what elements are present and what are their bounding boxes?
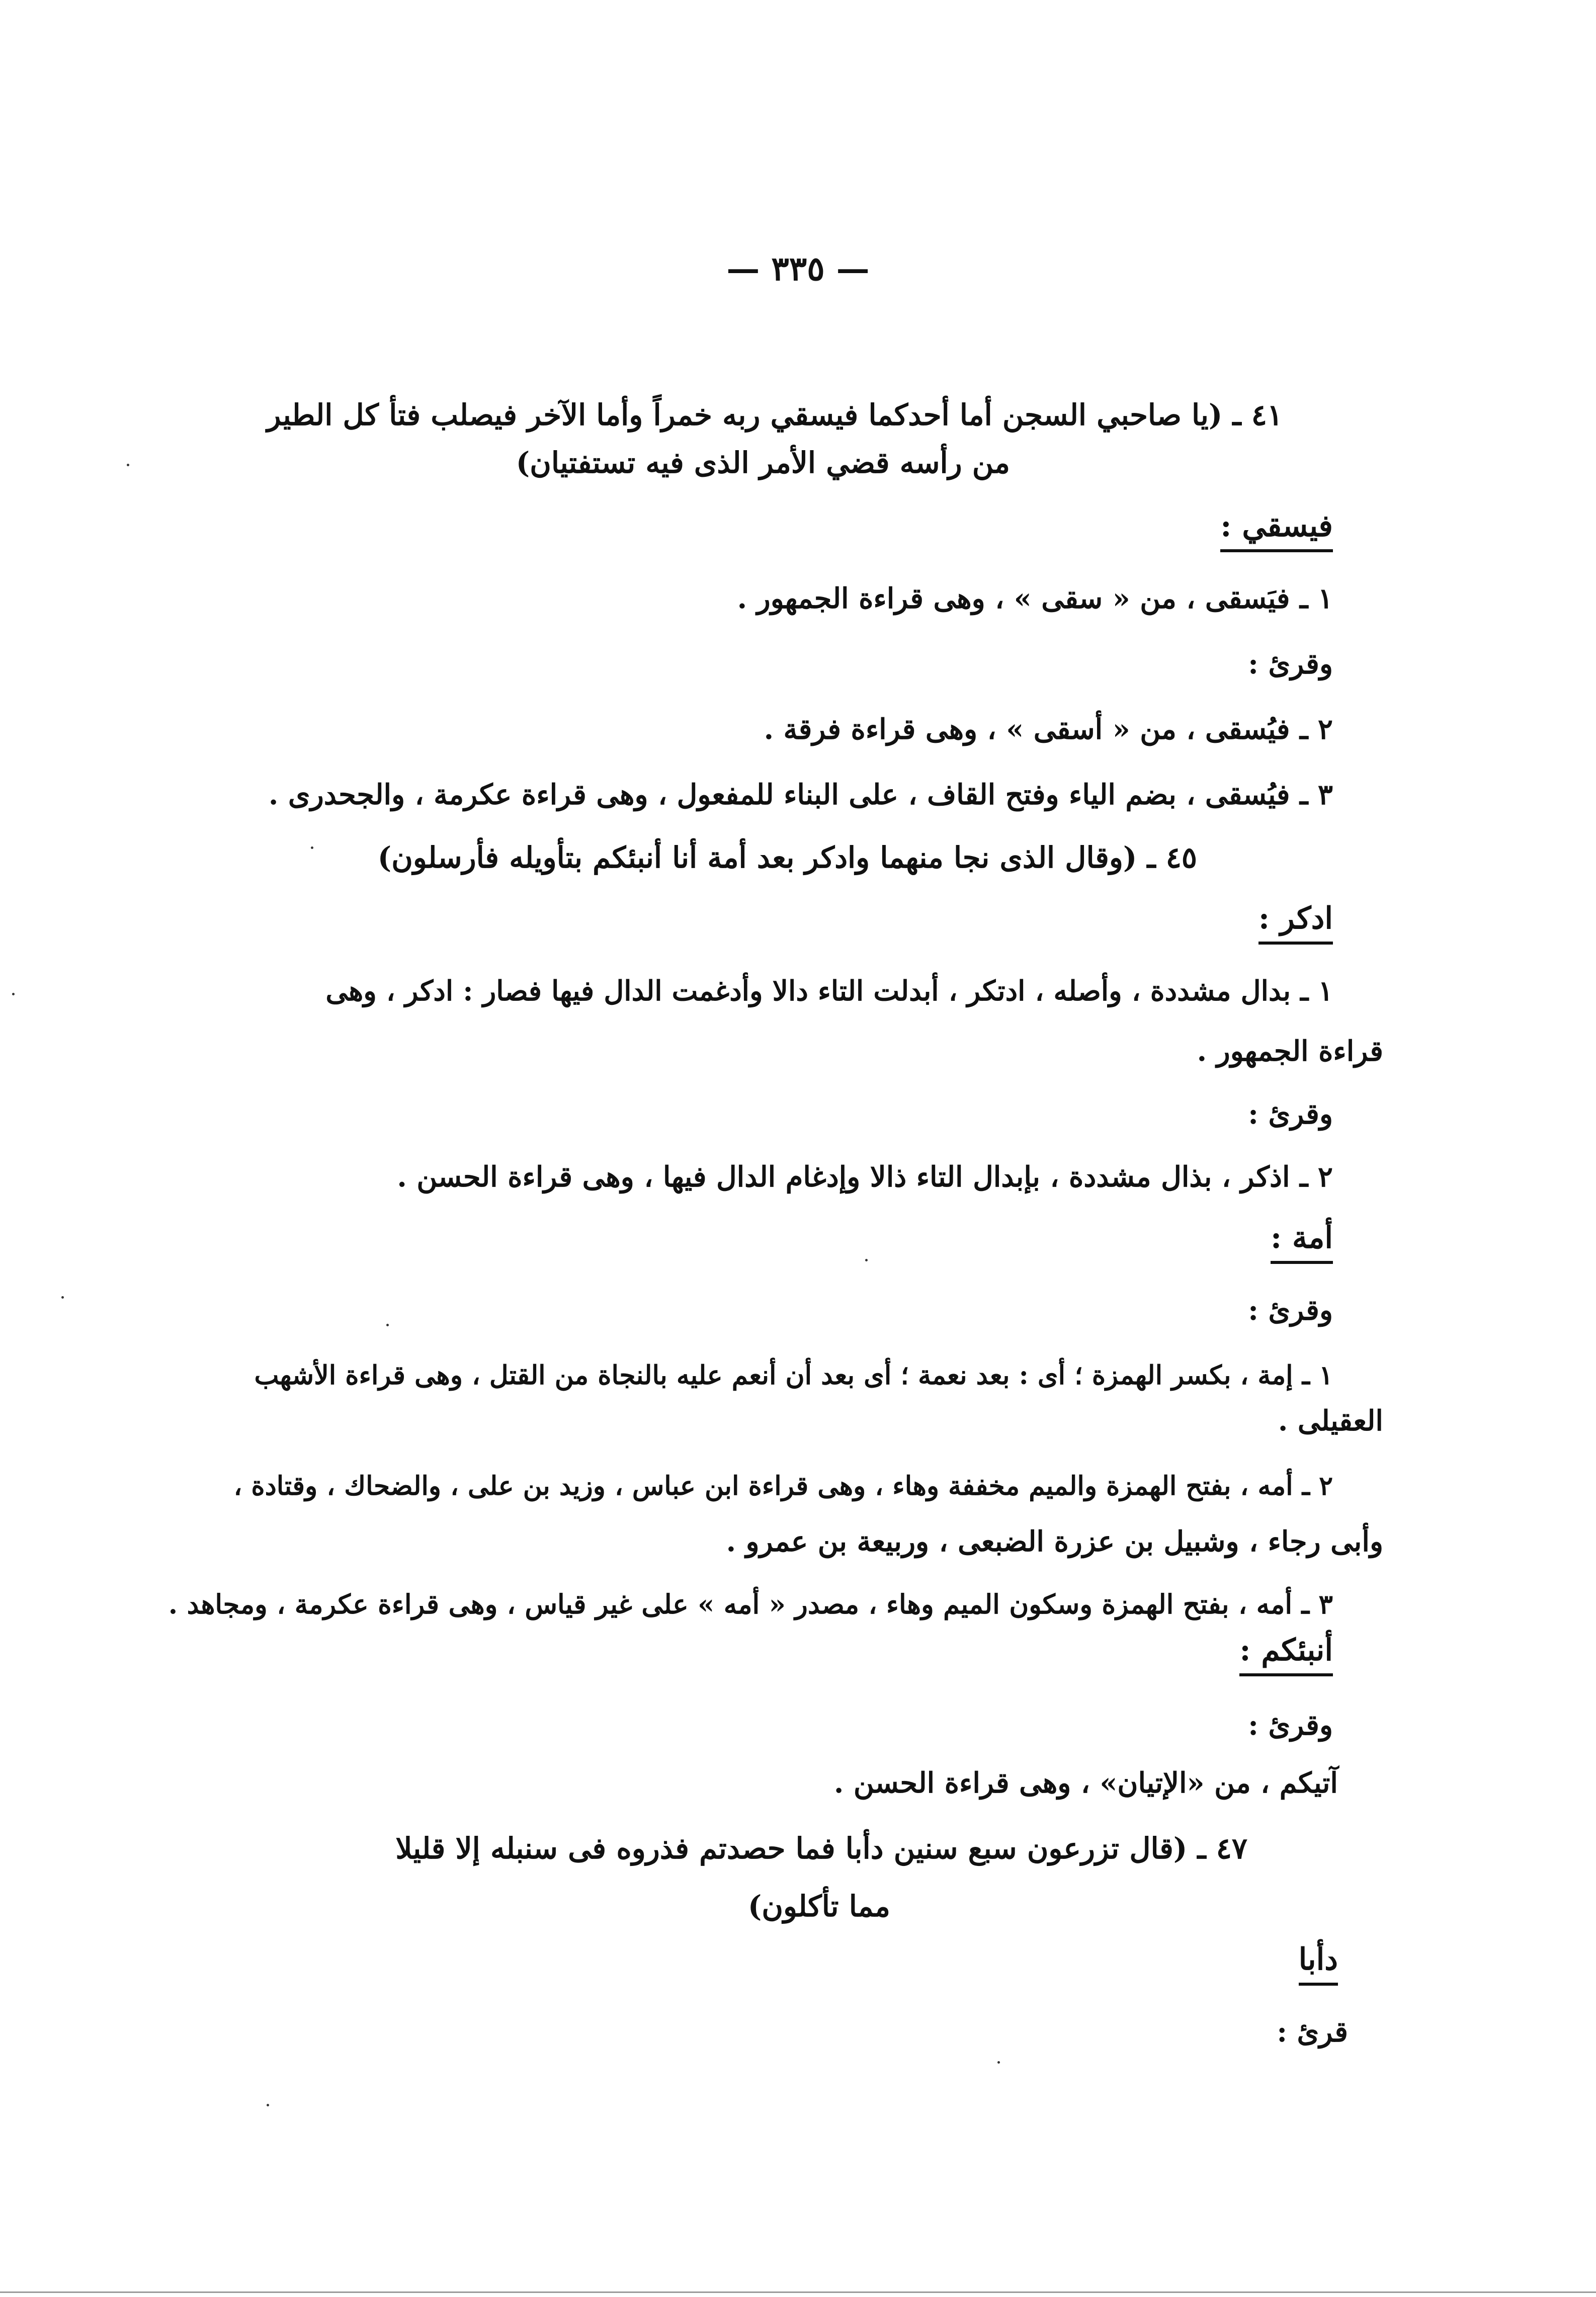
unabbiukum-qurie: وقرئ :: [1248, 1709, 1333, 1742]
daaban-qurie: قرئ :: [1277, 2015, 1348, 2049]
iddakara-qurie: وقرئ :: [1248, 1097, 1333, 1131]
heading-umma: أمة :: [1271, 1220, 1333, 1264]
scan-speck: [311, 846, 313, 849]
yasqi-qurie: وقرئ :: [1248, 647, 1333, 680]
yasqi-reading-1: ١ ـ فيَسقى ، من « سقى » ، وهى قراءة الجمهور .: [737, 582, 1333, 615]
scan-speck: [127, 464, 129, 466]
umma-qurie: وقرئ :: [1248, 1294, 1333, 1327]
scan-speck: [267, 2104, 269, 2106]
umma-reading-1-line-2: العقيلى .: [1278, 1404, 1383, 1437]
page-number: — ٣٣٥ —: [726, 249, 870, 288]
heading-daaban: دأبا: [1299, 1941, 1338, 1986]
verse-47-line-2: مما تأكلون): [747, 1889, 890, 1923]
yasqi-reading-2: ٢ ـ فيُسقى ، من « أسقى » ، وهى قراءة فرقة .: [764, 713, 1333, 746]
iddakara-reading-2: ٢ ـ اذكر ، بذال مشددة ، بإبدال التاء ذالا وإدغام الدال فيها ، وهى قراءة الحسن .: [397, 1160, 1333, 1194]
verse-47-line-1: ٤٧ ـ (قال تزرعون سبع سنين دأبا فما حصدتم فذروه فى سنبله إلا قليلا: [395, 1831, 1247, 1865]
umma-reading-2-line-1: ٢ ـ أمه ، بفتح الهمزة والميم مخففة وهاء ، وهى قراءة ابن عباس ، وزيد بن على ، والضحاك ، وقتادة ،: [233, 1471, 1333, 1501]
unabbiukum-reading-1: آتيكم ، من «الإتيان» ، وهى قراءة الحسن .: [833, 1766, 1338, 1800]
iddakara-reading-1-line-1: ١ ـ بدال مشددة ، وأصله ، ادتكر ، أبدلت التاء دالا وأدغمت الدال فيها فصار : ادكر ، وهى: [325, 974, 1333, 1007]
heading-yasqi: فيسقي :: [1220, 508, 1333, 552]
verse-45: ٤٥ ـ (وقال الذى نجا منهما وادكر بعد أمة أنا أنبئكم بتأويله فأرسلون): [377, 840, 1197, 875]
iddakara-reading-1-line-2: قراءة الجمهور .: [1197, 1035, 1383, 1068]
scan-speck: [865, 1259, 868, 1261]
scan-speck: [386, 1324, 389, 1326]
scan-speck: [997, 2061, 1000, 2064]
yasqi-reading-3: ٣ ـ فيُسقى ، بضم الياء وفتح القاف ، على البناء للمفعول ، وهى قراءة عكرمة ، والجحدرى .: [268, 778, 1333, 811]
scan-speck: [61, 1296, 64, 1299]
scan-speck: [12, 993, 15, 995]
umma-reading-2-line-2: وأبى رجاء ، وشبيل بن عزرة الضبعى ، وربيعة بن عمرو .: [726, 1525, 1383, 1558]
verse-41-line-2: من رأسه قضي الأمر الذى فيه تستفتيان): [516, 446, 1010, 480]
bottom-border: [0, 2291, 1596, 2293]
umma-reading-3: ٣ ـ أمه ، بفتح الهمزة وسكون الميم وهاء ، مصدر « أمه » على غير قياس ، وهى قراءة عكرمة ، ومجاهد .: [168, 1589, 1333, 1620]
umma-reading-1-line-1: ١ ـ إمة ، بكسر الهمزة ؛ أى : بعد نعمة ؛ أى بعد أن أنعم عليه بالنجاة من القتل ، وهى قراءة الأشهب: [254, 1360, 1333, 1391]
verse-41-line-1: ٤١ ـ (يا صاحبي السجن أما أحدكما فيسقي ربه خمراً وأما الآخر فيصلب فتأ كل الطير: [267, 398, 1283, 432]
heading-unabbiukum: أنبئكم :: [1239, 1632, 1333, 1676]
heading-iddakara: ادكر :: [1258, 900, 1333, 945]
